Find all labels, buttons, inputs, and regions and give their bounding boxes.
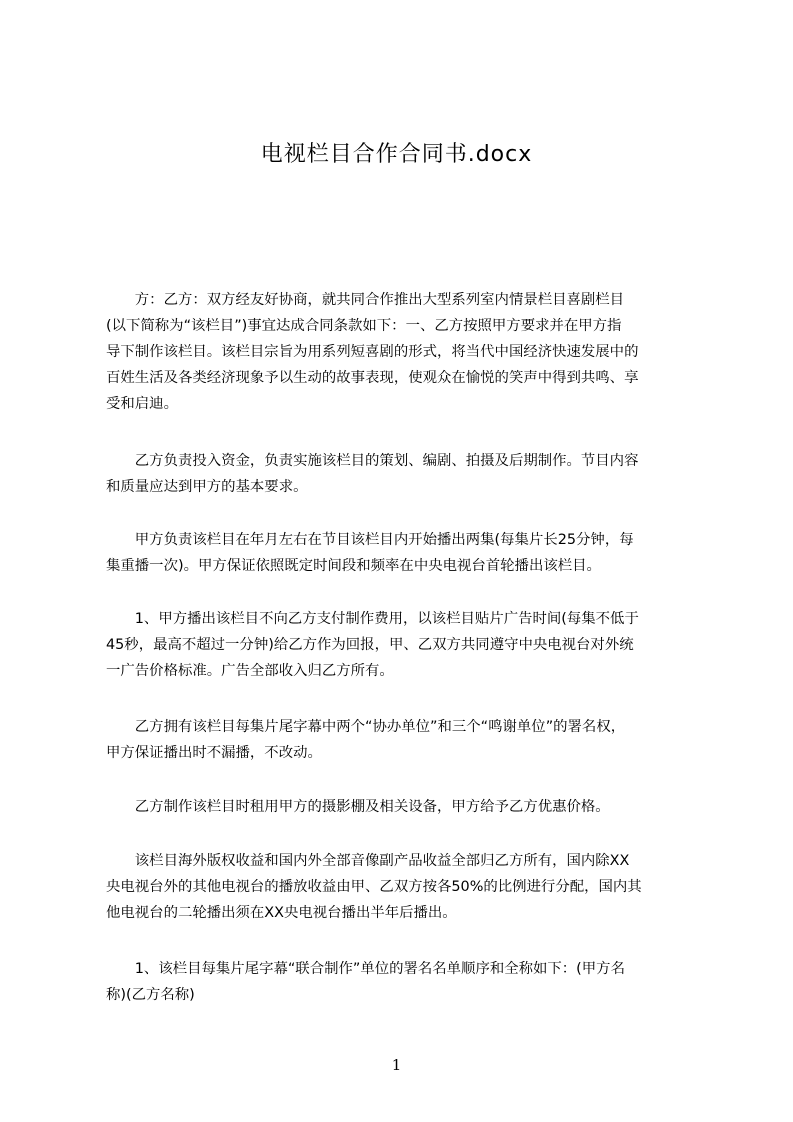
paragraph-line: 1、该栏目每集片尾字幕“联合制作”单位的署名名单顺序和全称如下：(甲方名 [106,961,625,977]
paragraph-line: 百姓生活及各类经济现象予以生动的故事表现，使观众在愉悦的笑声中得到共鸣、享 [106,370,639,386]
paragraph-line: 该栏目海外版权收益和国内外全部音像副产品收益全部归乙方所有，国内除XX [106,853,630,869]
paragraph-line: 方：乙方：双方经友好协商，就共同合作推出大型系列室内情景栏目喜剧栏目 [106,292,625,308]
paragraph-advertising [106,606,698,684]
paragraph-funding [106,448,698,500]
paragraph-line: 1、甲方播出该栏目不向乙方支付制作费用，以该栏目贴片广告时间(每集不低于 [106,611,639,627]
paragraph-line: 一广告价格标准。广告全部收入归乙方所有。 [106,663,394,679]
paragraph-line: 和质量应达到甲方的基本要求。 [106,479,308,495]
paragraph-line: (以下简称为“该栏目”)事宜达成合同条款如下：一、乙方按照甲方要求并在甲方指 [106,318,622,334]
paragraph-line: 乙方制作该栏目时租用甲方的摄影棚及相关设备，甲方给予乙方优惠价格。 [106,799,610,815]
paragraph-intro [106,287,698,417]
paragraph-studio [106,794,698,820]
paragraph-joint-production [106,956,698,1008]
paragraph-line: 受和启迪。 [106,396,178,412]
paragraph-line: 45秒，最高不超过一分钟)给乙方作为回报，甲、乙双方共同遵守中央电视台对外统 [106,637,634,653]
paragraph-broadcast [106,527,698,579]
paragraph-revenue [106,848,698,926]
page-number: 1 [391,1056,402,1074]
paragraph-line: 甲方负责该栏目在年月左右在节目该栏目内开始播出两集(每集片长25分钟，每 [106,532,634,548]
paragraph-line: 他电视台的二轮播出须在XX央电视台播出半年后播出。 [106,905,457,921]
paragraph-line: 集重播一次)。甲方保证依照既定时间段和频率在中央电视台首轮播出该栏目。 [106,558,601,574]
paragraph-line: 乙方拥有该栏目每集片尾字幕中两个“协办单位”和三个“鸣谢单位”的署名权， [106,719,626,735]
paragraph-line: 乙方负责投入资金，负责实施该栏目的策划、编剧、拍摄及后期制作。节目内容 [106,453,639,469]
paragraph-line: 央电视台外的其他电视台的播放收益由甲、乙双方按各50%的比例进行分配，国内其 [106,879,642,895]
paragraph-line: 称)(乙方名称) [106,987,195,1003]
paragraph-line: 甲方保证播出时不漏播，不改动。 [106,745,322,761]
paragraph-credits [106,714,698,766]
document-title: 电视栏目合作合同书.docx [260,142,533,167]
paragraph-line: 导下制作该栏目。该栏目宗旨为用系列短喜剧的形式，将当代中国经济快速发展中的 [106,344,639,360]
